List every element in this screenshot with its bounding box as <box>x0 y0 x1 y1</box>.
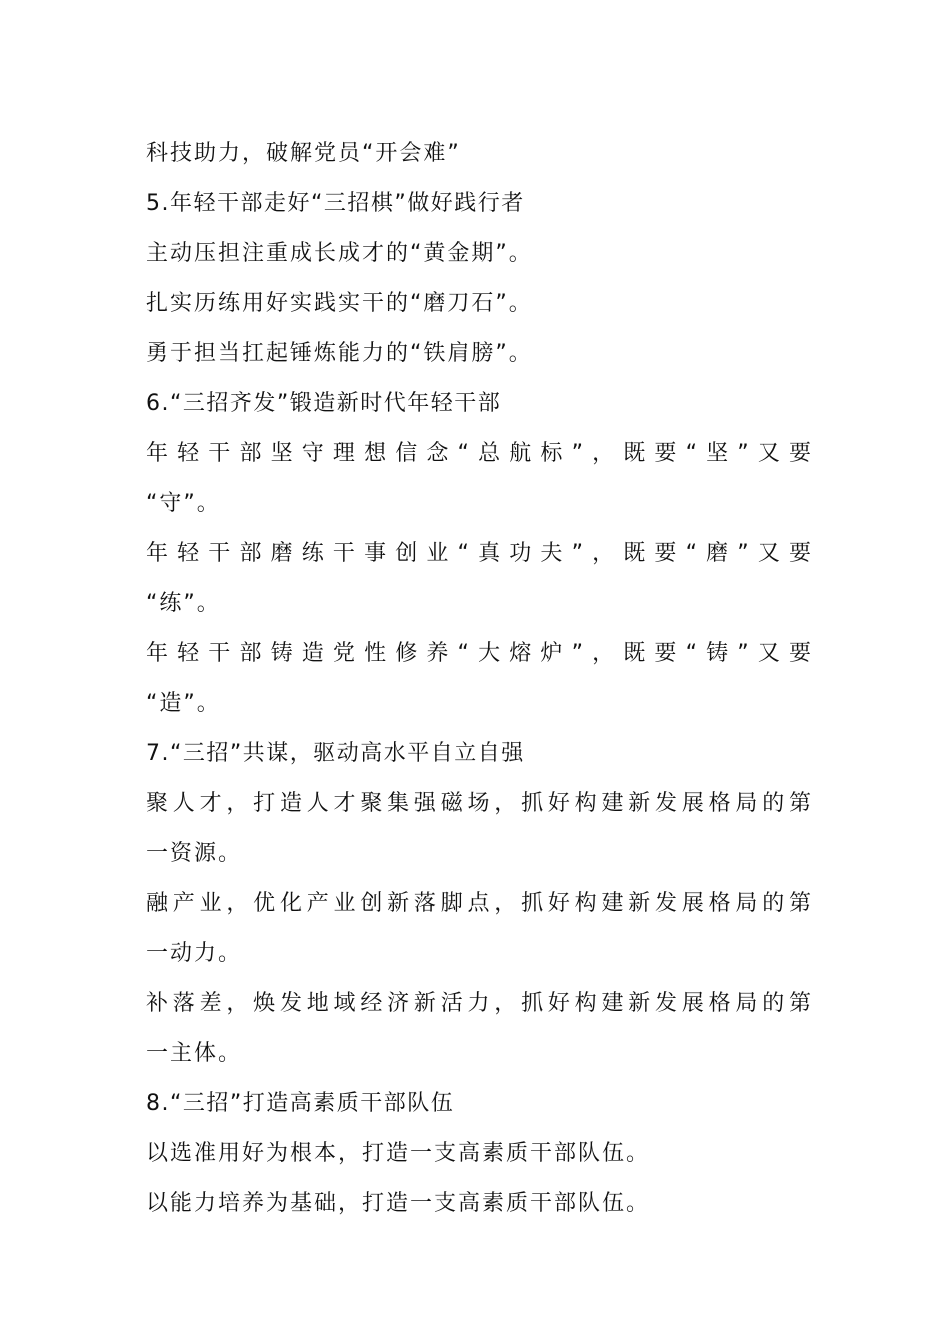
paragraph-line: 一动力。 <box>146 941 243 966</box>
paragraph-line: 补落差，焕发地域经济新活力，抓好构建新发展格局的第 <box>146 991 811 1016</box>
section-heading-8: 8.“三招”打造高素质干部队伍 <box>146 1091 455 1116</box>
document-body <box>146 129 811 1229</box>
paragraph-line: 主动压担注重成长成才的“黄金期”。 <box>146 241 533 266</box>
paragraph-line: 一资源。 <box>146 841 243 866</box>
paragraph-line: “练”。 <box>146 591 221 616</box>
paragraph-line: “造”。 <box>146 691 221 716</box>
paragraph-line: 科技助力，破解党员“开会难” <box>146 141 461 166</box>
section-heading-5: 5.年轻干部走好“三招棋”做好践行者 <box>146 191 525 216</box>
paragraph-line: 年轻干部磨练干事创业“真功夫”，既要“磨”又要 <box>146 541 811 566</box>
paragraph-line: 勇于担当扛起锤炼能力的“铁肩膀”。 <box>146 341 533 366</box>
paragraph-line: 一主体。 <box>146 1041 243 1066</box>
section-heading-7: 7.“三招”共谋，驱动高水平自立自强 <box>146 741 525 766</box>
paragraph-line: 年轻干部坚守理想信念“总航标”，既要“坚”又要 <box>146 441 811 466</box>
paragraph-line: 年轻干部铸造党性修养“大熔炉”，既要“铸”又要 <box>146 641 811 666</box>
paragraph-line: 以选准用好为根本，打造一支高素质干部队伍。 <box>146 1141 651 1166</box>
paragraph-line: “守”。 <box>146 491 221 516</box>
section-heading-6: 6.“三招齐发”锻造新时代年轻干部 <box>146 391 502 416</box>
paragraph-line: 聚人才，打造人才聚集强磁场，抓好构建新发展格局的第 <box>146 791 811 816</box>
paragraph-line: 融产业，优化产业创新落脚点，抓好构建新发展格局的第 <box>146 891 811 916</box>
paragraph-line: 扎实历练用好实践实干的“磨刀石”。 <box>146 291 533 316</box>
paragraph-line: 以能力培养为基础，打造一支高素质干部队伍。 <box>146 1191 651 1216</box>
